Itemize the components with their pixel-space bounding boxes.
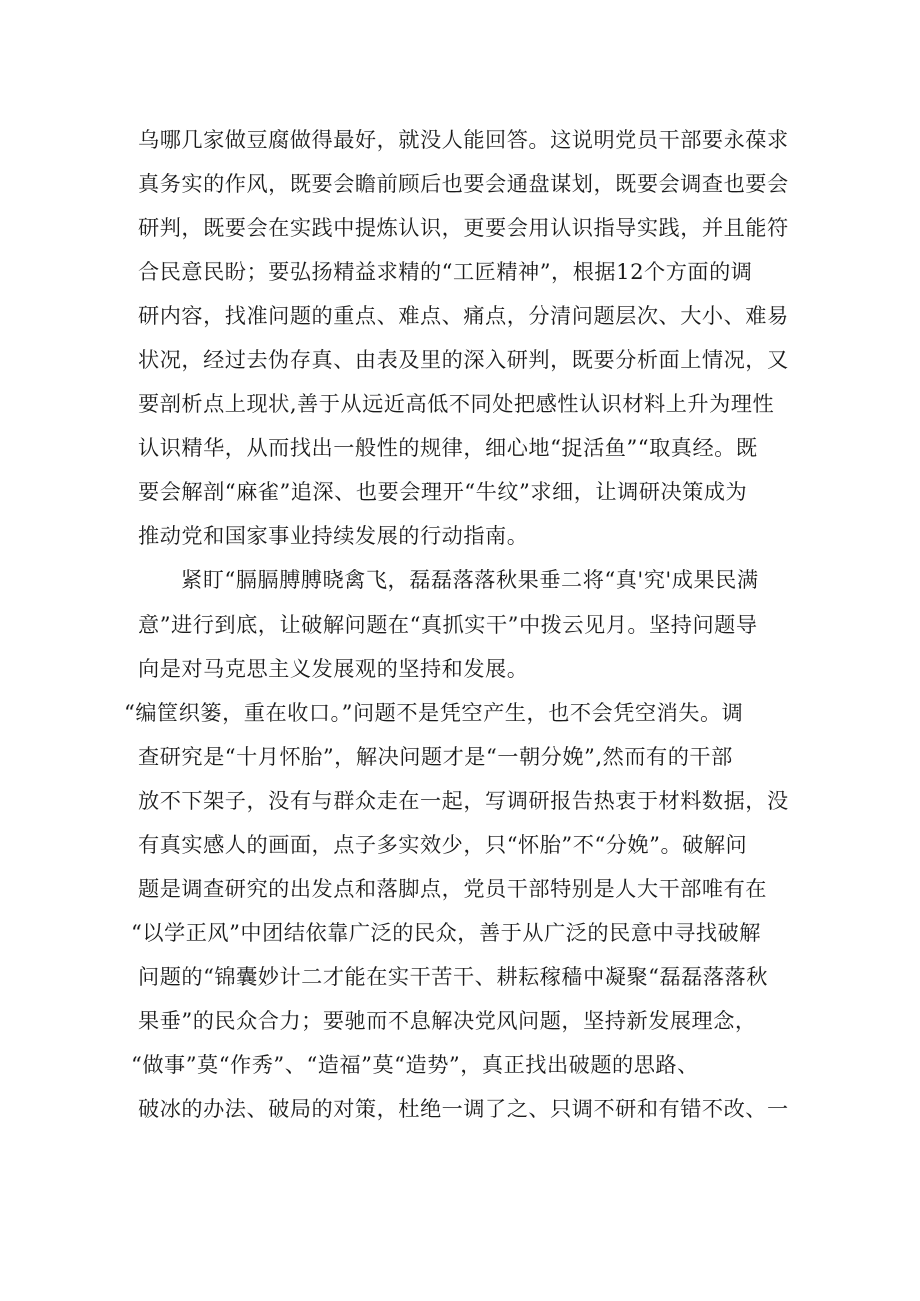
paragraph-1-line-9: 要会解剖“麻雀”追深、也要会理开“牛纹”求细，让调研决策成为 bbox=[138, 479, 748, 504]
paragraph-3-line-7: 问题的“锦囊妙计二才能在实干苦干、耕耘稼穑中凝聚“磊磊落落秋 bbox=[138, 964, 768, 989]
paragraph-2-line-1: 紧盯“膈膈膊膊晓禽飞，磊磊落落秋果垂二将“真'究'成果民满 bbox=[181, 567, 759, 592]
paragraph-1-line-7: 要剖析点上现状,善于从远近高低不同处把感性认识材料上升为理性 bbox=[138, 391, 775, 416]
paragraph-1-line-1: 乌哪几家做豆腐做得最好，就没人能回答。这说明党员干部要永葆求 bbox=[138, 127, 789, 152]
paragraph-1-line-4: 合民意民盼；要弘扬精益求精的“工匠精神”，根据12个方面的调 bbox=[138, 259, 753, 284]
paragraph-3-line-3: 放不下架子，没有与群众走在一起，写调研报告热衷于材料数据，没 bbox=[138, 788, 789, 813]
paragraph-1-line-5: 研内容，找准问题的重点、难点、痛点，分清问题层次、大小、难易 bbox=[138, 303, 789, 328]
paragraph-1-line-10: 推动党和国家事业持续发展的行动指南。 bbox=[138, 523, 529, 548]
paragraph-3-line-1: “编筐织篓，重在收口。”问题不是凭空产生，也不会凭空消失。调 bbox=[124, 700, 744, 725]
paragraph-1-line-8: 认识精华，从而找出一般性的规律，细心地“捉活鱼”“取真经。既 bbox=[138, 435, 758, 460]
paragraph-1-line-6: 状况，经过去伪存真、由表及里的深入研判，既要分析面上情况，又 bbox=[138, 347, 789, 372]
paragraph-2-line-2: 意”进行到底，让破解问题在“真抓实干”中拨云见月。坚持问题导 bbox=[138, 612, 758, 637]
paragraph-3-line-8: 果垂”的民众合力；要驰而不息解决党风问题，坚持新发展理念， bbox=[138, 1008, 757, 1033]
paragraph-2-line-3: 向是对马克思主义发展观的坚持和发展。 bbox=[138, 656, 529, 681]
paragraph-3-line-2: 查研究是“十月怀胎”，解决问题才是“一朝分娩”,然而有的干部 bbox=[138, 744, 733, 769]
paragraph-3-line-9: “做事”莫“作秀”、“造福”莫“造势”，真正找出破题的思路、 bbox=[131, 1052, 699, 1077]
paragraph-1-line-2: 真务实的作风，既要会瞻前顾后也要会通盘谋划，既要会调查也要会 bbox=[138, 171, 789, 196]
paragraph-1-line-3: 研判，既要会在实践中提炼认识，更要会用认识指导实践，并且能符 bbox=[138, 215, 789, 240]
paragraph-3-line-4: 有真实感人的画面，点子多实效少，只“怀胎”不“分娩”。破解问 bbox=[138, 832, 748, 857]
paragraph-3-line-6: “以学正风”中团结依靠广泛的民众，善于从广泛的民意中寻找破解 bbox=[131, 920, 761, 945]
paragraph-3-line-5: 题是调查研究的出发点和落脚点，党员干部特别是人大干部唯有在 bbox=[138, 876, 767, 901]
paragraph-3-line-10: 破冰的办法、破局的对策，杜绝一调了之、只调不研和有错不改、一 bbox=[138, 1096, 789, 1121]
